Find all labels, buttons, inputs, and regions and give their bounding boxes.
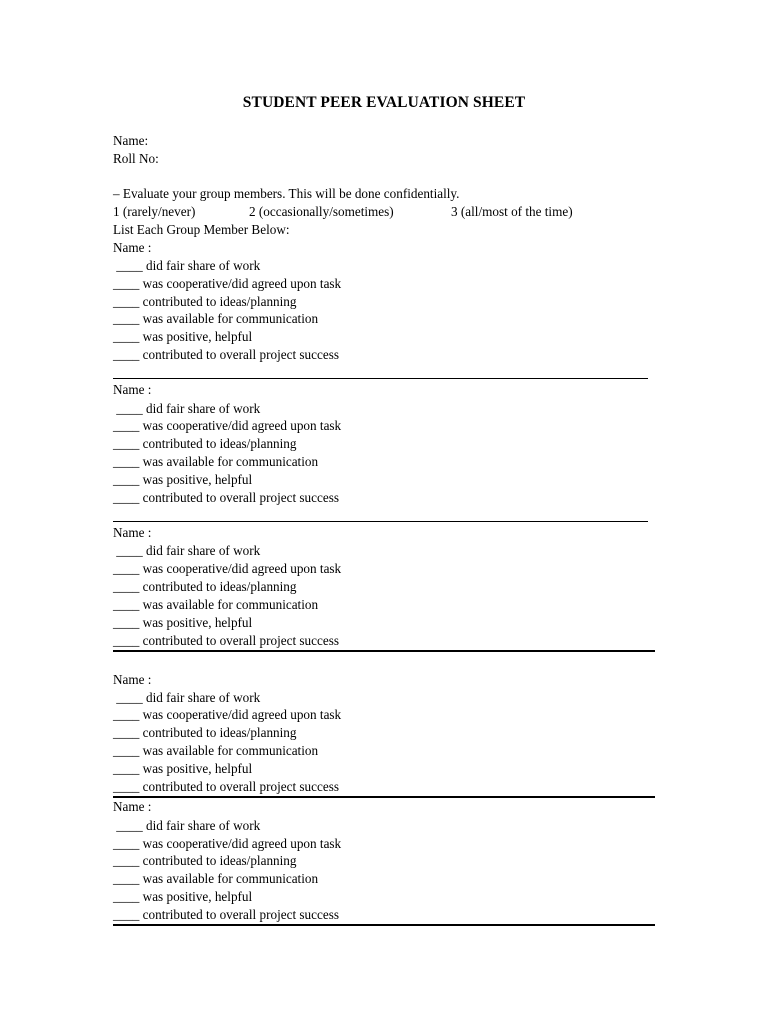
member-5-criterion-positive: ____ was positive, helpful <box>113 889 253 904</box>
rating-scale-2: 2 (occasionally/sometimes) <box>249 204 394 219</box>
member-3-name-label: Name : <box>113 525 152 540</box>
page-title: STUDENT PEER EVALUATION SHEET <box>242 94 526 111</box>
member-3-divider <box>113 650 655 652</box>
member-5-criterion-cooperative: ____ was cooperative/did agreed upon task <box>113 836 342 851</box>
member-3-criterion-ideas: ____ contributed to ideas/planning <box>113 579 297 594</box>
member-4-criterion-positive: ____ was positive, helpful <box>113 761 253 776</box>
list-heading: List Each Group Member Below: <box>113 222 290 237</box>
rating-scale-1: 1 (rarely/never) <box>113 204 196 219</box>
member-1-name-label: Name : <box>113 240 152 255</box>
member-1-criterion-success: ____ contributed to overall project success <box>113 347 339 362</box>
member-3-criterion-communication: ____ was available for communication <box>113 597 319 612</box>
member-2-criterion-ideas: ____ contributed to ideas/planning <box>113 436 297 451</box>
member-1-criterion-ideas: ____ contributed to ideas/planning <box>113 294 297 309</box>
member-1-divider <box>113 378 648 379</box>
member-3-criterion-cooperative: ____ was cooperative/did agreed upon task <box>113 561 342 576</box>
member-3-criterion-work-share: ____ did fair share of work <box>113 543 261 558</box>
member-4-criterion-ideas: ____ contributed to ideas/planning <box>113 725 297 740</box>
member-3-criterion-positive: ____ was positive, helpful <box>113 615 253 630</box>
member-1-criterion-communication: ____ was available for communication <box>113 311 319 326</box>
member-5-divider <box>113 924 655 926</box>
member-2-divider <box>113 521 648 522</box>
member-2-name-label: Name : <box>113 382 152 397</box>
member-2-criterion-communication: ____ was available for communication <box>113 454 319 469</box>
member-4-divider <box>113 796 655 798</box>
member-2-criterion-cooperative: ____ was cooperative/did agreed upon task <box>113 418 342 433</box>
member-1-criterion-work-share: ____ did fair share of work <box>113 258 261 273</box>
name-field-label: Name: <box>113 133 149 148</box>
member-2-criterion-success: ____ contributed to overall project success <box>113 490 339 505</box>
member-5-criterion-communication: ____ was available for communication <box>113 871 319 886</box>
roll-no-field-label: Roll No: <box>113 151 159 166</box>
member-1-criterion-positive: ____ was positive, helpful <box>113 329 253 344</box>
member-4-name-label: Name : <box>113 672 152 687</box>
member-2-criterion-positive: ____ was positive, helpful <box>113 472 253 487</box>
member-4-criterion-work-share: ____ did fair share of work <box>113 690 261 705</box>
member-5-name-label: Name : <box>113 799 152 814</box>
member-4-criterion-communication: ____ was available for communication <box>113 743 319 758</box>
member-1-criterion-cooperative: ____ was cooperative/did agreed upon task <box>113 276 342 291</box>
rating-scale-3: 3 (all/most of the time) <box>451 204 573 219</box>
member-4-criterion-cooperative: ____ was cooperative/did agreed upon task <box>113 707 342 722</box>
member-2-criterion-work-share: ____ did fair share of work <box>113 401 261 416</box>
member-5-criterion-work-share: ____ did fair share of work <box>113 818 261 833</box>
member-5-criterion-success: ____ contributed to overall project success <box>113 907 339 922</box>
member-4-criterion-success: ____ contributed to overall project success <box>113 779 339 794</box>
member-5-criterion-ideas: ____ contributed to ideas/planning <box>113 853 297 868</box>
instruction-text: – Evaluate your group members. This will be done confidentially. <box>113 186 460 201</box>
member-3-criterion-success: ____ contributed to overall project success <box>113 633 339 648</box>
